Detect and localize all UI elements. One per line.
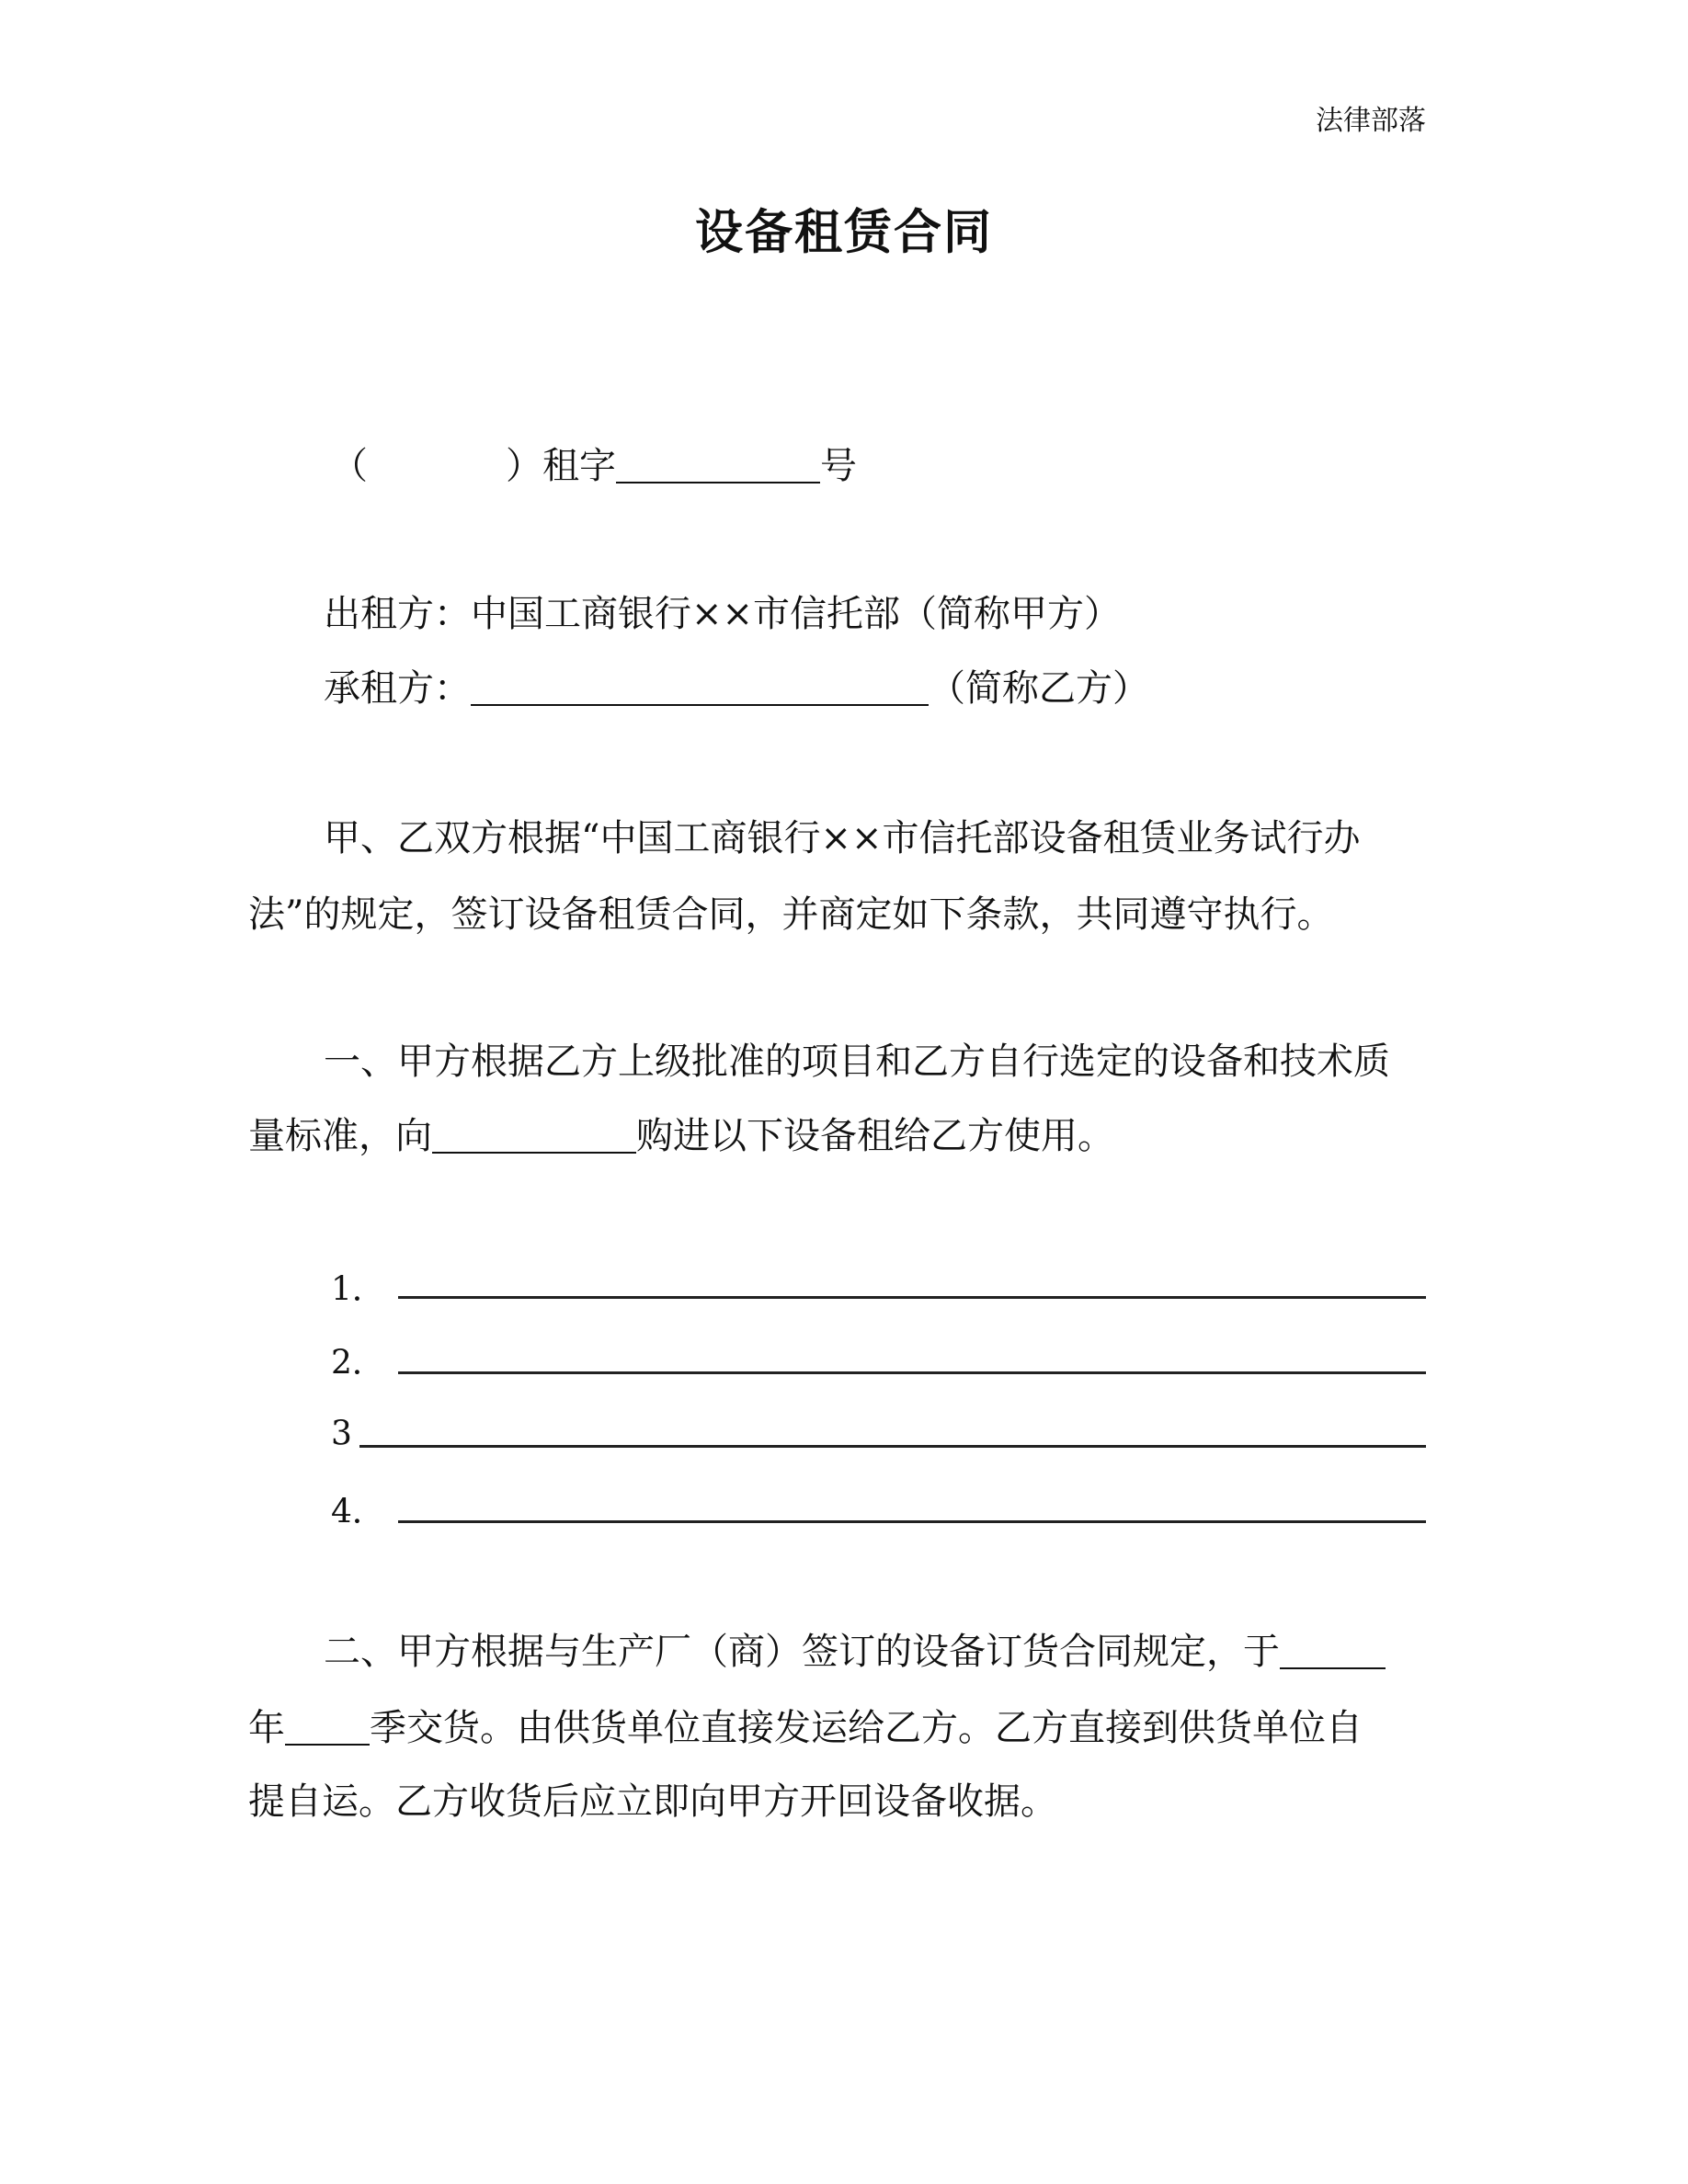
lessee-line	[324, 665, 1149, 711]
clause1-line-1: 一、甲方根据乙方上级批准的项目和乙方自行选定的设备和技术质	[324, 1041, 1390, 1083]
contract-number-line	[331, 443, 857, 489]
clause2-line-2-text: 季交货。由供货单位直接发运给乙方。乙方直接到供货单位自	[370, 1707, 1363, 1749]
preamble-line-2: 法”的规定，签订设备租赁合同，并商定如下条款，共同遵守执行。	[248, 893, 1334, 936]
lessee-label: 承租方：	[324, 667, 471, 710]
equipment-item-number: 2．	[331, 1344, 385, 1382]
equipment-item-number: 1．	[331, 1270, 385, 1309]
clause1-suffix: 购进以下设备租给乙方使用。	[636, 1115, 1114, 1157]
delivery-quarter-blank[interactable]	[285, 1707, 370, 1746]
lessor-label: 出租方：	[324, 593, 471, 635]
clause2-year-label: 年	[248, 1707, 285, 1749]
lessor-line	[324, 591, 1121, 637]
lessee-suffix: （简称乙方）	[929, 667, 1149, 710]
clause2-line-2	[248, 1705, 1363, 1751]
equipment-item-blank[interactable]	[398, 1296, 1426, 1299]
clause2-line-1	[324, 1629, 1386, 1675]
clause1-prefix: 量标准，向	[248, 1115, 432, 1157]
equipment-item-number: 3	[331, 1415, 352, 1453]
delivery-year-blank[interactable]	[1280, 1631, 1386, 1669]
equipment-item-number: 4．	[331, 1493, 385, 1531]
clause2-line-3: 提自运。乙方收货后应立即向甲方开回设备收据。	[248, 1780, 1057, 1823]
preamble-line-1: 甲、乙双方根据“中国工商银行××市信托部设备租赁业务试行办	[324, 817, 1361, 859]
clause2-prefix: 二、甲方根据与生产厂（商）签订的设备订货合同规定，于	[324, 1631, 1280, 1673]
equipment-item-blank[interactable]	[398, 1520, 1426, 1523]
document-title: 设备租赁合同	[694, 204, 993, 261]
lessor-value: 中国工商银行××市信托部（简称甲方）	[471, 593, 1122, 635]
clause1-line-2	[248, 1113, 1114, 1159]
contract-number-open-paren: （	[331, 445, 368, 487]
contract-number-suffix: 号	[820, 445, 857, 487]
supplier-blank[interactable]	[432, 1115, 636, 1154]
header-source: 法律部落	[1316, 105, 1426, 137]
lessee-name-blank[interactable]	[471, 667, 929, 706]
contract-number-label: ）租字	[506, 445, 616, 487]
equipment-item-blank[interactable]	[359, 1445, 1426, 1448]
equipment-item-blank[interactable]	[398, 1371, 1426, 1374]
contract-number-blank[interactable]	[616, 445, 820, 483]
